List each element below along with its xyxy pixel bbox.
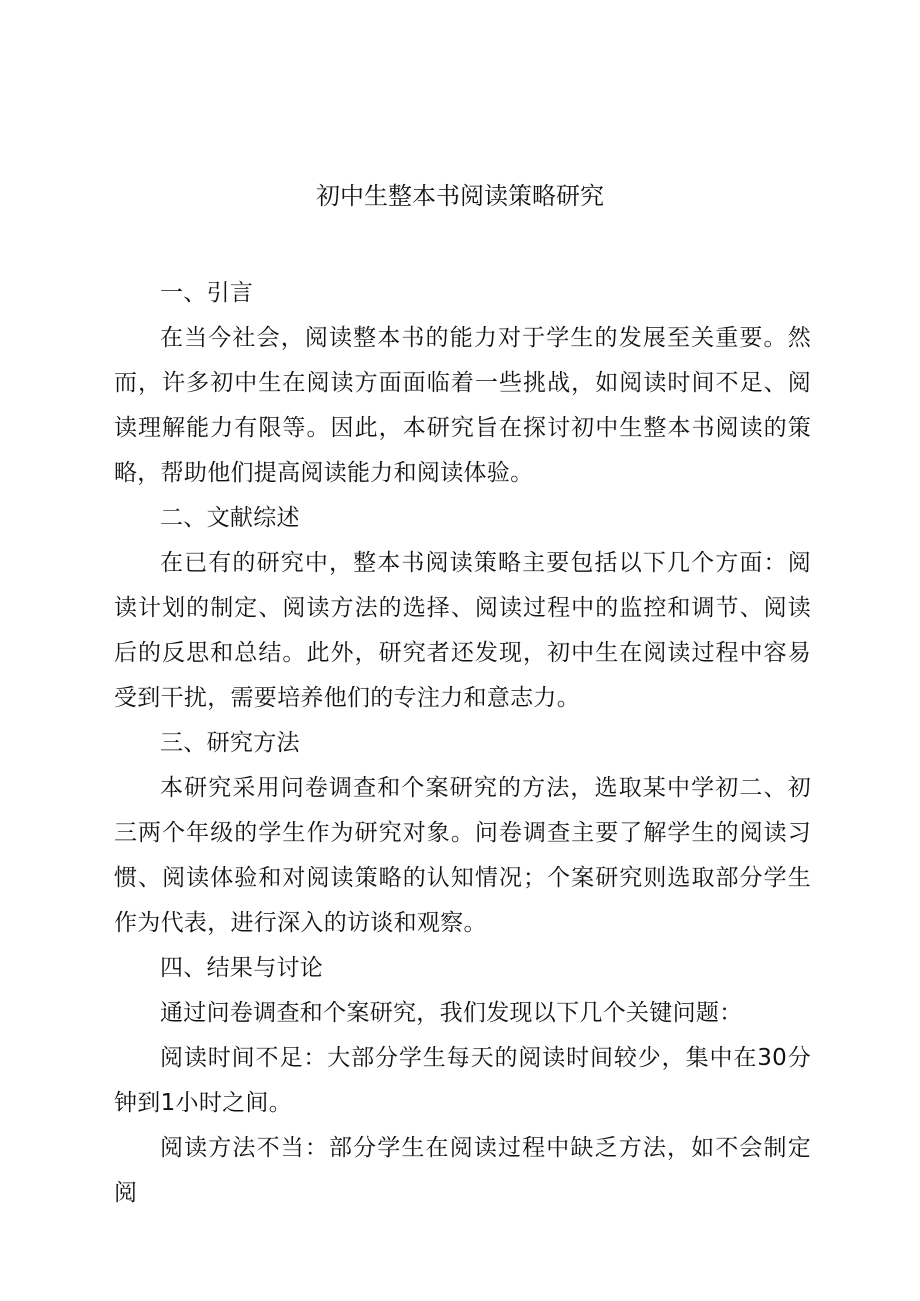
section-heading-results-discussion: 四、结果与讨论 <box>160 955 324 981</box>
section-heading-research-method: 三、研究方法 <box>160 730 300 756</box>
paragraph-research-method: 本研究采用问卷调查和个案研究的方法，选取某中学初二、初三两个年级的学生作为研究对象。问卷调查主要了解学生的阅读习惯、阅读体验和对阅读策略的认知情况；个案研究则选取部分学生作为代表，进行深入的访谈和观察。 <box>114 775 811 936</box>
paragraph-introduction: 在当今社会，阅读整本书的能力对于学生的发展至关重要。然而，许多初中生在阅读方面面临着一些挑战，如阅读时间不足、阅读理解能力有限等。因此，本研究旨在探讨初中生整本书阅读的策略，帮助他们提高阅读能力和阅读体验。 <box>114 325 811 486</box>
paragraph-literature-review: 在已有的研究中，整本书阅读策略主要包括以下几个方面：阅读计划的制定、阅读方法的选择、阅读过程中的监控和调节、阅读后的反思和总结。此外，研究者还发现，初中生在阅读过程中容易受到干扰，需要培养他们的专注力和意志力。 <box>114 550 811 711</box>
document-body <box>114 271 811 1216</box>
paragraph-finding-reading-method: 阅读方法不当：部分学生在阅读过程中缺乏方法，如不会制定阅 <box>114 1135 811 1206</box>
document-title: 初中生整本书阅读策略研究 <box>316 182 604 210</box>
section-heading-literature-review: 二、文献综述 <box>160 505 300 531</box>
section-heading-introduction: 一、引言 <box>160 280 254 306</box>
paragraph-results-intro: 通过问卷调查和个案研究，我们发现以下几个关键问题： <box>160 1000 743 1026</box>
paragraph-finding-reading-time: 阅读时间不足：大部分学生每天的阅读时间较少，集中在30分钟到1小时之间。 <box>114 1045 811 1116</box>
